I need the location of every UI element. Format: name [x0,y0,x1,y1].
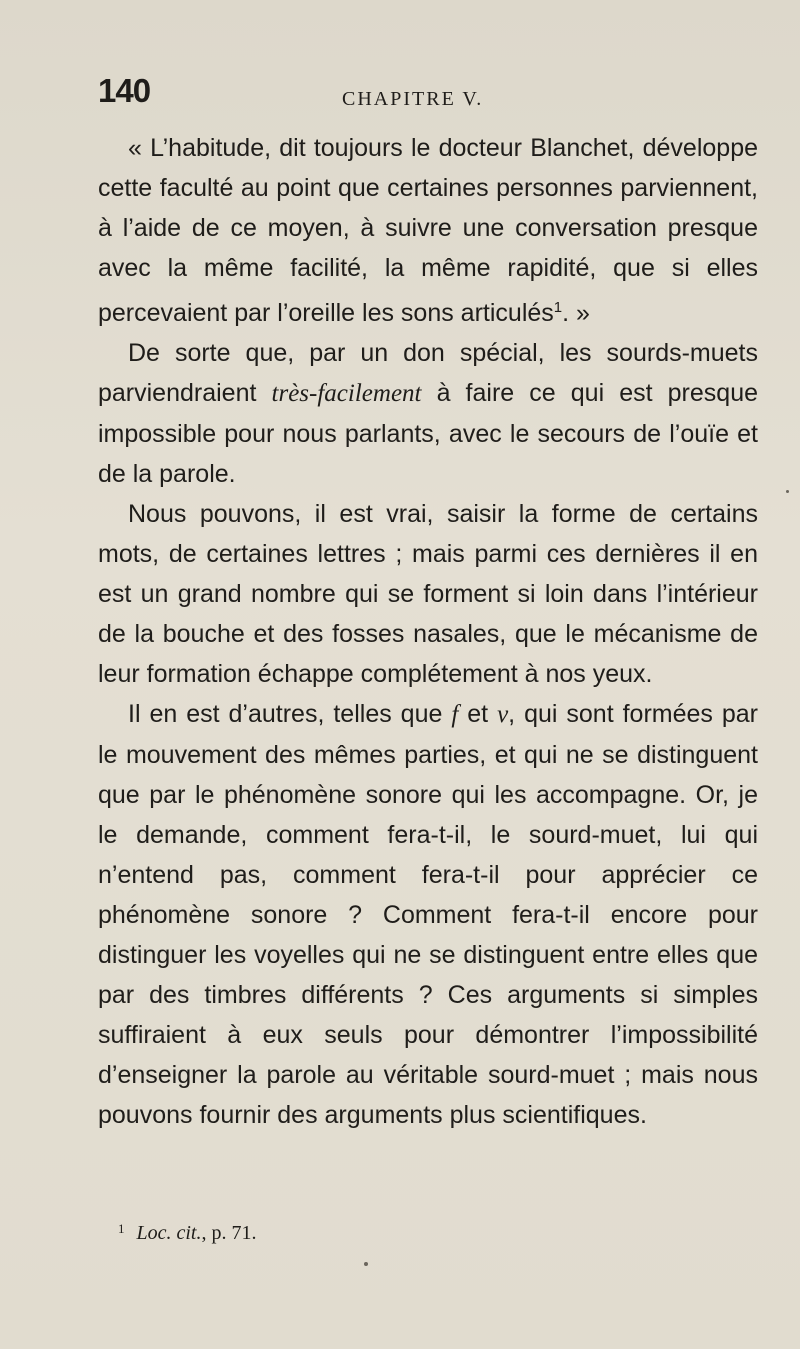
paragraph-4-text-c: , qui sont formées par le mouvement des mêmes parties, et qui ne se distinguent que par le phénomène sonore qui les accompagne. Or, je le demande, comment fera-t-il, le sourd-muet, lui qui n’entend pas, comment fera-t-il pour apprécier ce phénomène sonore ? Comment fera-t-il encore pour distinguer les voyelles qui ne se distinguent entre elles que par des timbres différents ? Ces arguments si simples suffiraient à eux seuls pour démontrer l’impossibilité d’enseigner la parole au véritable sourd-muet ; mais nous pouvons fournir des arguments plus scientifiques. [98,700,758,1129]
body-text [98,128,758,1135]
paragraph-3-text: Nous pouvons, il est vrai, saisir la forme de certains mots, de certaines lettres ; mais parmi ces dernières il en est un grand nombre qui se forment si loin dans l’intérieur de la bouche et des fosses nasales, que le mécanisme de leur formation échappe complétement à nos yeux. [98,500,758,688]
footnote-citation: Loc. cit. [136,1222,202,1244]
paragraph-2-text-after: à faire ce qui est presque impossible pour nous parlants, avec le secours de l’ouïe et de la parole. [98,379,758,488]
paragraph-4-text-b: et [458,700,498,728]
paragraph-1 [98,128,758,333]
letter-f: f [451,701,459,728]
paragraph-1-end: . » [562,299,590,327]
ink-speck [786,490,789,493]
emphasis-text: très-facilement [271,380,422,407]
footnote-mark: 1 [118,1221,125,1236]
running-head: CHAPITRE V. [342,88,484,110]
paragraph-4 [98,694,758,1135]
ink-speck [364,1262,368,1266]
page-header [98,72,758,112]
letter-v: v [497,701,509,728]
paragraph-4-text-a: Il en est d’autres, telles que [128,700,452,728]
footnote [118,1217,257,1245]
page-number: 140 [98,72,151,109]
footnote-page-ref: , p. 71. [201,1222,257,1244]
paragraph-2 [98,333,758,494]
paragraph-2-text-before: De sorte que, par un don spécial, les sourds-muets parviendraient [98,339,758,407]
footnote-reference: 1 [553,299,563,316]
paragraph-3 [98,494,758,694]
paragraph-1-text: « L’habitude, dit toujours le docteur Blanchet, développe cette faculté au point que certaines personnes parviennent, à l’aide de ce moyen, à suivre une conversation presque avec la même facilité, la même rapidité, que si elles percevaient par l’oreille les sons articulés [98,134,758,327]
